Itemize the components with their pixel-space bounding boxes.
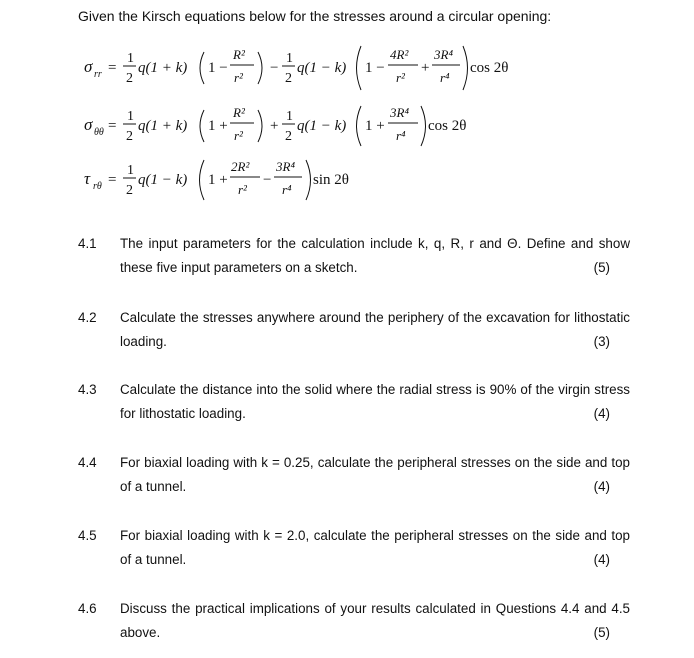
question-item: [78, 451, 630, 499]
svg-text:r²: r²: [238, 182, 247, 197]
question-number: 4.4: [78, 455, 97, 470]
svg-text:=: =: [108, 172, 117, 188]
svg-text:1 −: 1 −: [208, 60, 228, 76]
svg-text:=: =: [108, 60, 117, 76]
question-item: [78, 597, 630, 645]
question-text: Calculate the stresses anywhere around the periphery of the excavation for lithostatic loading.: [120, 310, 630, 349]
question-text: For biaxial loading with k = 2.0, calculate the peripheral stresses on the side and top of a tunnel.: [120, 528, 630, 567]
question-item: [78, 232, 630, 280]
question-number: 4.5: [78, 528, 97, 543]
intro-text: Given the Kirsch equations below for the stresses around a circular opening:: [78, 8, 552, 24]
question-item: [78, 306, 630, 354]
svg-text:r²: r²: [396, 70, 405, 85]
svg-text:rr: rr: [94, 69, 102, 80]
question-text: The input parameters for the calculation include k, q, R, r and Θ. Define and show these five input parameters on a sketch.: [120, 236, 630, 275]
question-number: 4.3: [78, 382, 97, 397]
svg-text:r⁴: r⁴: [440, 70, 450, 85]
svg-text:r⁴: r⁴: [282, 182, 292, 197]
svg-text:1: 1: [286, 51, 293, 66]
svg-text:r⁴: r⁴: [396, 128, 406, 143]
equation-sigma-thetatheta: [84, 105, 466, 146]
question-marks: (4): [593, 552, 610, 567]
svg-text:2: 2: [285, 71, 292, 86]
svg-text:rθ: rθ: [93, 181, 102, 192]
equation-tau-rtheta: [84, 159, 349, 200]
svg-text:q(1 − k): q(1 − k): [297, 60, 347, 76]
svg-text:σ: σ: [84, 115, 93, 134]
svg-text:1: 1: [286, 109, 293, 124]
svg-text:3R⁴: 3R⁴: [276, 159, 295, 174]
equation-sigma-rr: [84, 46, 508, 90]
svg-text:cos 2θ: cos 2θ: [428, 118, 467, 134]
svg-text:R²: R²: [233, 47, 245, 62]
svg-text:sin 2θ: sin 2θ: [313, 172, 349, 188]
svg-text:1 +: 1 +: [208, 172, 228, 188]
svg-text:2: 2: [285, 129, 292, 144]
svg-text:3R⁴: 3R⁴: [434, 47, 453, 62]
question-number: 4.2: [78, 310, 97, 325]
svg-text:r²: r²: [234, 128, 243, 143]
svg-text:r²: r²: [234, 70, 243, 85]
svg-text:2: 2: [126, 129, 133, 144]
svg-text:1 +: 1 +: [365, 118, 385, 134]
svg-text:1 +: 1 +: [208, 118, 228, 134]
svg-text:1 −: 1 −: [365, 60, 385, 76]
svg-text:q(1 − k): q(1 − k): [297, 118, 347, 134]
question-text: For biaxial loading with k = 0.25, calculate the peripheral stresses on the side and top of a tunnel.: [120, 455, 630, 494]
svg-text:+: +: [421, 60, 430, 76]
question-item: [78, 524, 630, 572]
svg-text:−: −: [270, 60, 279, 76]
svg-text:q(1 + k): q(1 + k): [138, 60, 188, 76]
svg-text:q(1 − k): q(1 − k): [138, 172, 188, 188]
question-text: Discuss the practical implications of your results calculated in Questions 4.4 and 4.5 above.: [120, 601, 630, 640]
svg-text:2: 2: [126, 183, 133, 198]
svg-text:1: 1: [127, 51, 134, 66]
question-marks: (3): [593, 334, 610, 349]
kirsch-equations: [78, 32, 558, 212]
question-marks: (4): [593, 479, 610, 494]
svg-text:2R²: 2R²: [231, 159, 250, 174]
question-text: Calculate the distance into the solid where the radial stress is 90% of the virgin stress for lithostatic loading.: [120, 382, 630, 421]
svg-text:σ: σ: [84, 57, 93, 76]
svg-text:3R⁴: 3R⁴: [390, 105, 409, 120]
question-marks: (5): [593, 260, 610, 275]
question-marks: (4): [593, 406, 610, 421]
svg-text:cos 2θ: cos 2θ: [470, 60, 509, 76]
svg-text:R²: R²: [233, 105, 245, 120]
svg-text:τ: τ: [84, 169, 91, 188]
question-marks: (5): [593, 625, 610, 640]
question-number: 4.6: [78, 601, 97, 616]
svg-text:+: +: [270, 118, 279, 134]
question-item: [78, 378, 630, 426]
svg-text:1: 1: [127, 163, 134, 178]
svg-text:=: =: [108, 118, 117, 134]
svg-text:4R²: 4R²: [390, 47, 409, 62]
svg-text:2: 2: [126, 71, 133, 86]
question-number: 4.1: [78, 236, 97, 251]
svg-text:θθ: θθ: [94, 127, 104, 138]
svg-text:q(1 + k): q(1 + k): [138, 118, 188, 134]
svg-text:1: 1: [127, 109, 134, 124]
svg-text:−: −: [263, 172, 272, 188]
